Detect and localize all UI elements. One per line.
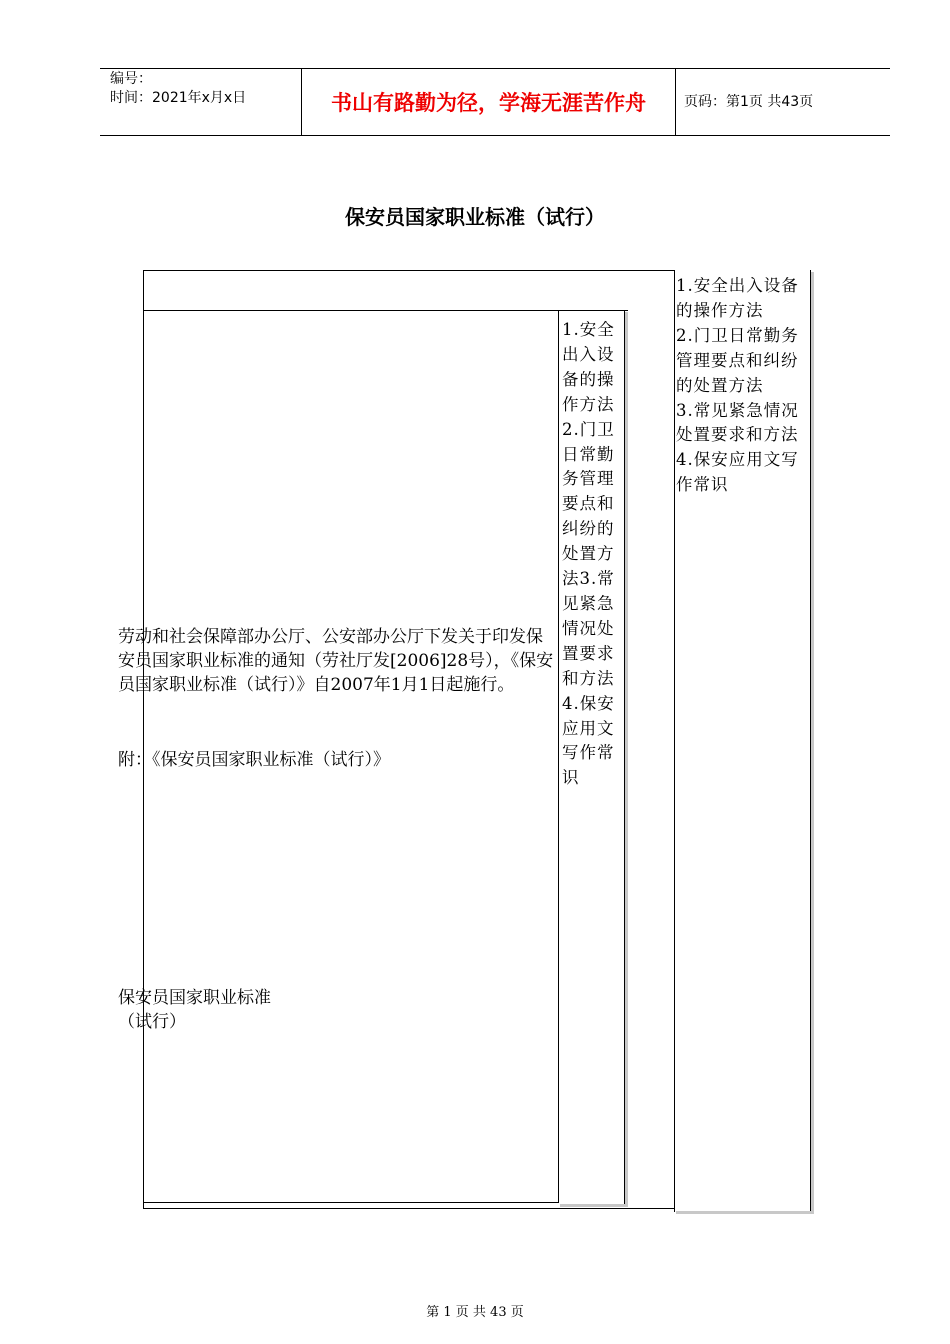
right-cell-item: 1.安全出入设备的操作方法 [676, 276, 799, 320]
narrow-cell-content: 1.安全出入设备的操作方法2.门卫日常勤务管理要点和纠纷的处置方法3.常见紧急情况处置要求和方法4.保安应用文写作常识 [562, 320, 615, 788]
right-cell-item: 4.保安应用文写作常识 [676, 450, 799, 495]
standard-title [118, 987, 318, 1035]
right-cell-item: 3.常见紧急情况处置要求和方法 [676, 400, 799, 445]
right-cell-bottom-shadow [676, 1211, 814, 1214]
right-cell-left-line [674, 270, 675, 1212]
narrow-cell-left-line [558, 310, 559, 1203]
document-title: 保安员国家职业标准（试行） [345, 205, 605, 229]
standard-title-line: 保安员国家职业标准 [118, 988, 271, 1008]
right-cell-content [676, 274, 808, 498]
header-top-rule [100, 68, 890, 69]
inner-cell-top-line [143, 310, 628, 311]
header-divider-right [675, 68, 676, 135]
table-bottom-line [143, 1208, 674, 1209]
attachment-line: 附：《保安员国家职业标准（试行）》 [118, 750, 390, 770]
header-time: 时间：2021年x月x日 [110, 90, 247, 106]
narrow-cell-shadow [625, 312, 628, 1206]
header-page-info: 页码：第1页 共43页 [684, 94, 814, 110]
header-bottom-rule [100, 135, 890, 136]
inner-cell-bottom-line [143, 1202, 559, 1203]
footer-page-number: 第 1 页 共 43 页 [426, 1305, 524, 1320]
right-cell-shadow [811, 272, 814, 1213]
header-number-label: 编号： [110, 71, 152, 87]
table-top-line [143, 270, 674, 271]
standard-title-subline: （试行） [118, 1011, 186, 1032]
table-left-line [143, 270, 144, 1209]
right-cell-item: 2.门卫日常勤务管理要点和纠纷的处置方法 [676, 325, 799, 395]
notice-paragraph: 劳动和社会保障部办公厅、公安部办公厅下发关于印发保安员国家职业标准的通知（劳社厅发[2006]28号），《保安员国家职业标准（试行）》自2007年1月1日起施行。 [118, 627, 554, 695]
header-motto: 书山有路勤为径，学海无涯苦作舟 [331, 91, 646, 115]
narrow-cell-bottom-shadow [560, 1204, 628, 1207]
